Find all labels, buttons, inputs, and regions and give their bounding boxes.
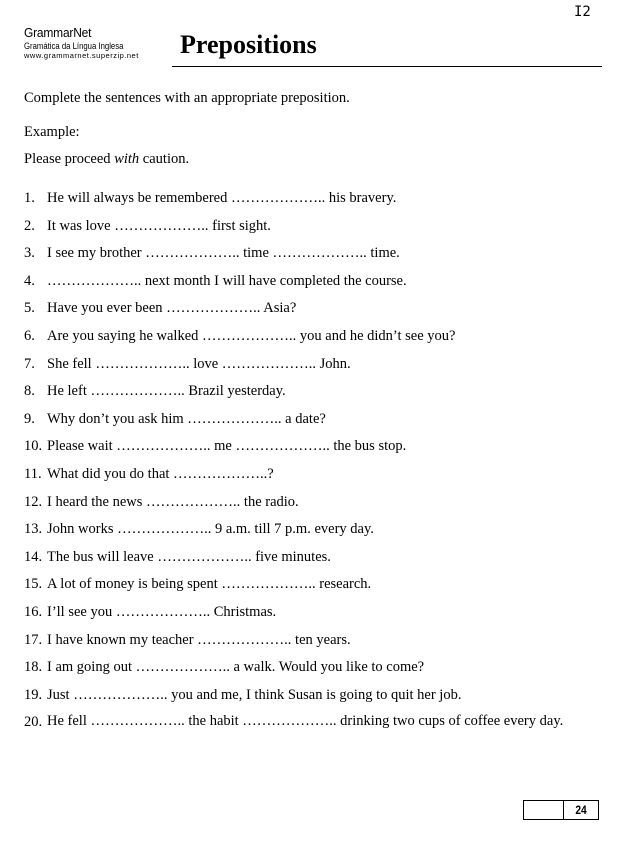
exercise-item: [24, 216, 604, 244]
exercise-item: [24, 381, 604, 409]
item-sentence: John works ……………….. 9 a.m. till 7 p.m. every day.: [47, 521, 374, 538]
item-sentence: He left ……………….. Brazil yesterday.: [47, 383, 286, 400]
item-sentence: I heard the news ……………….. the radio.: [47, 493, 299, 510]
item-number: 17.: [24, 631, 43, 648]
score-total: 24: [575, 803, 587, 817]
item-number: 8.: [24, 383, 35, 400]
page-title: Prepositions: [180, 30, 317, 59]
item-sentence: A lot of money is being spent ……………….. research.: [47, 576, 372, 593]
exercise-item: [24, 547, 604, 575]
item-sentence: I’ll see you ……………….. Christmas.: [47, 603, 277, 620]
item-number: 15.: [24, 576, 43, 593]
item-number: 7.: [24, 355, 35, 372]
item-sentence: I have known my teacher ……………….. ten years.: [47, 631, 351, 648]
exercise-item: [24, 243, 604, 271]
item-number: 9.: [24, 410, 35, 427]
example-answer: with: [114, 151, 140, 167]
item-number: 1.: [24, 190, 35, 206]
item-number: 11.: [24, 465, 42, 482]
item-sentence: He fell ……………….. the habit ……………….. drinking two cups of coffee every day.: [47, 713, 564, 730]
exercise-item: [24, 574, 604, 602]
item-number: 6.: [24, 327, 35, 344]
item-sentence: I see my brother ……………….. time ……………….. time.: [47, 245, 400, 262]
example-sentence: [24, 151, 189, 168]
item-number: 4.: [24, 272, 35, 289]
item-sentence: He will always be remembered ……………….. his bravery.: [47, 190, 397, 206]
exercise-item: [24, 657, 604, 685]
logo-brand: GrammarNet: [24, 25, 92, 40]
item-sentence: Just ……………….. you and me, I think Susan is going to quit her job.: [47, 686, 462, 703]
item-number: 10.: [24, 438, 43, 455]
item-number: 18.: [24, 659, 43, 676]
exercise-item: [24, 602, 604, 630]
example-label: Example:: [24, 124, 80, 140]
score-box: [523, 800, 599, 820]
item-number: 5.: [24, 300, 35, 317]
example-after: caution.: [139, 151, 190, 167]
example-before: Please proceed: [24, 151, 115, 167]
item-sentence: The bus will leave ……………….. five minutes.: [47, 548, 331, 565]
exercise-item: [24, 712, 604, 768]
exercise-item: [24, 630, 604, 658]
item-sentence: I am going out ……………….. a walk. Would you like to come?: [47, 659, 425, 676]
item-number: 12.: [24, 493, 43, 510]
exercise-item: [24, 326, 604, 354]
item-sentence: She fell ……………….. love ……………….. John.: [47, 355, 351, 372]
item-sentence: Why don’t you ask him ……………….. a date?: [47, 410, 326, 427]
item-sentence: Are you saying he walked ……………….. you and he didn’t see you?: [47, 327, 456, 344]
title-rule: [172, 66, 602, 67]
exercise-item: [24, 492, 604, 520]
item-number: 20.: [24, 714, 43, 731]
item-sentence: Have you ever been ……………….. Asia?: [47, 300, 297, 317]
exercise-item: [24, 436, 604, 464]
exercise-item: [24, 271, 604, 299]
exercise-item: [24, 519, 604, 547]
logo-url: www.grammarnet.superzip.net: [24, 51, 139, 60]
item-sentence: What did you do that ………………..?: [47, 465, 274, 482]
exercise-item: [24, 354, 604, 382]
item-number: 14.: [24, 548, 43, 565]
exercise-item: [24, 188, 604, 216]
exercise-item: [24, 409, 604, 437]
item-number: 3.: [24, 245, 35, 262]
item-number: 13.: [24, 521, 43, 538]
item-number: 16.: [24, 603, 43, 620]
page-code: I2: [574, 4, 591, 20]
exercise-item: [24, 298, 604, 326]
exercise-item: [24, 464, 604, 492]
item-sentence: It was love ……………….. first sight.: [47, 217, 271, 234]
logo: [24, 26, 140, 60]
item-number: 19.: [24, 686, 43, 703]
item-sentence: Please wait ……………….. me ……………….. the bus stop.: [47, 438, 407, 455]
item-number: 2.: [24, 217, 35, 234]
item-sentence: ……………….. next month I will have completed the course.: [47, 272, 407, 289]
logo-subtitle: Gramática da Língua Inglesa: [24, 41, 124, 51]
instruction: Complete the sentences with an appropriate preposition.: [24, 90, 350, 106]
exercise-list: [24, 188, 604, 768]
score-obtained-field[interactable]: [524, 801, 564, 819]
